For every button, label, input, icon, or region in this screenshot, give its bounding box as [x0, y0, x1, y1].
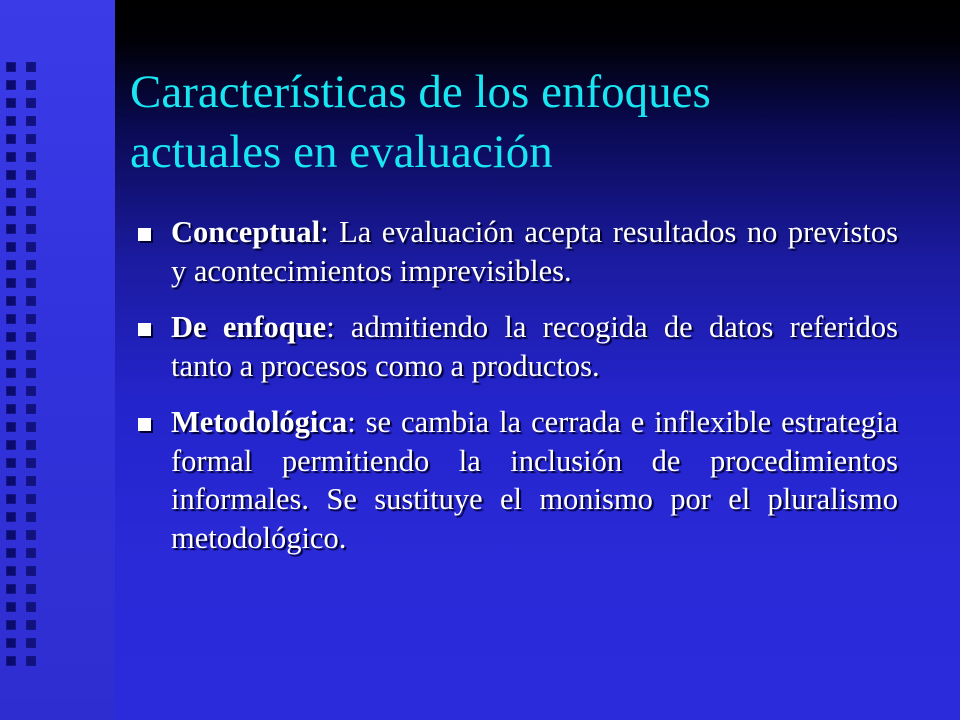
decorative-square: [6, 260, 16, 270]
decorative-square: [6, 458, 16, 468]
decorative-square: [6, 638, 16, 648]
decorative-square: [26, 584, 36, 594]
decorative-square: [6, 602, 16, 612]
decorative-square: [26, 224, 36, 234]
decorative-square: [6, 440, 16, 450]
decorative-square: [26, 278, 36, 288]
slide-title-line-2: actuales en evaluación: [130, 126, 553, 178]
decorative-square: [26, 602, 36, 612]
decorative-square: [26, 494, 36, 504]
left-decorative-band: [0, 0, 115, 720]
decorative-square: [26, 170, 36, 180]
decorative-square: [26, 242, 36, 252]
decorative-square: [26, 404, 36, 414]
decorative-square: [6, 584, 16, 594]
bullet-text: : se cambia la cerrada e inflexible estrategia formal permitiendo la inclusión de procedimientos informales. Se sustituye el monismo por el pluralismo metodológico.: [171, 405, 898, 555]
decorative-square: [26, 512, 36, 522]
decorative-square: [6, 98, 16, 108]
decorative-square: [6, 548, 16, 558]
bullet-text: : La evaluación acepta resultados no previstos y acontecimientos imprevisibles.: [171, 215, 898, 288]
decorative-square: [26, 566, 36, 576]
decorative-square: [26, 422, 36, 432]
bullet-list: [138, 213, 898, 575]
decorative-square: [26, 260, 36, 270]
decorative-square: [6, 404, 16, 414]
decorative-square: [26, 368, 36, 378]
bullet-item-conceptual: [138, 213, 898, 290]
decorative-square: [26, 548, 36, 558]
decorative-square: [26, 116, 36, 126]
decorative-square: [6, 170, 16, 180]
decorative-square: [26, 440, 36, 450]
decorative-square: [6, 206, 16, 216]
decorative-square: [26, 386, 36, 396]
decorative-square: [6, 152, 16, 162]
decorative-square: [6, 80, 16, 90]
square-bullet-icon: [138, 418, 151, 431]
decorative-square: [26, 188, 36, 198]
decorative-square: [6, 62, 16, 72]
decorative-square: [26, 296, 36, 306]
decorative-square: [26, 134, 36, 144]
decorative-square: [6, 656, 16, 666]
decorative-square: [6, 242, 16, 252]
square-bullet-icon: [138, 228, 151, 241]
decorative-square: [6, 350, 16, 360]
decorative-square: [26, 80, 36, 90]
decorative-square-column: [26, 62, 46, 674]
slide-title-line-1: Características de los enfoques: [130, 66, 711, 118]
bullet-term: Metodológica: [171, 405, 348, 439]
decorative-square: [6, 296, 16, 306]
bullet-term: De enfoque: [171, 310, 327, 344]
decorative-square: [26, 638, 36, 648]
bullet-text: : admitiendo la recogida de datos referidos tanto a procesos como a productos.: [171, 310, 898, 383]
decorative-square: [6, 530, 16, 540]
decorative-square: [6, 368, 16, 378]
decorative-square: [26, 656, 36, 666]
decorative-square: [26, 332, 36, 342]
decorative-square: [6, 134, 16, 144]
decorative-square: [6, 278, 16, 288]
decorative-square: [6, 512, 16, 522]
decorative-square: [26, 620, 36, 630]
decorative-square: [26, 62, 36, 72]
decorative-square: [26, 476, 36, 486]
slide-title: [130, 62, 930, 182]
decorative-square: [26, 314, 36, 324]
decorative-square: [26, 206, 36, 216]
decorative-square: [6, 314, 16, 324]
decorative-square: [6, 476, 16, 486]
decorative-square: [26, 458, 36, 468]
decorative-square: [6, 620, 16, 630]
decorative-square: [6, 116, 16, 126]
decorative-square: [6, 566, 16, 576]
decorative-square: [6, 494, 16, 504]
decorative-square: [26, 530, 36, 540]
square-bullet-icon: [138, 323, 151, 336]
bullet-item-metodologica: [138, 403, 898, 557]
decorative-square: [6, 224, 16, 234]
decorative-square: [6, 422, 16, 432]
decorative-square: [6, 188, 16, 198]
decorative-square: [26, 152, 36, 162]
decorative-square-column: [6, 62, 26, 674]
bullet-item-de-enfoque: [138, 308, 898, 385]
bullet-term: Conceptual: [171, 215, 321, 249]
decorative-square: [6, 386, 16, 396]
decorative-square: [26, 350, 36, 360]
decorative-square: [26, 98, 36, 108]
decorative-square: [6, 332, 16, 342]
